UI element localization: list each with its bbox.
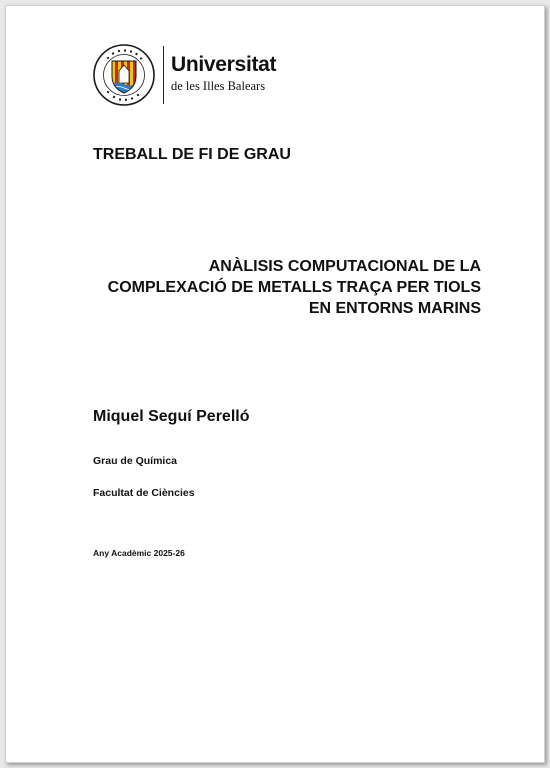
author-name: Miquel Seguí Perelló <box>93 408 250 425</box>
document-title <box>61 256 481 319</box>
title-line-3: EN ENTORNS MARINS <box>308 300 481 317</box>
document-page <box>5 5 545 763</box>
university-seal-icon <box>93 43 155 107</box>
logo-divider <box>163 46 164 104</box>
university-subtitle: de les Illes Balears <box>171 79 266 93</box>
title-line-1: ANÀLISIS COMPUTACIONAL DE LA <box>208 258 481 275</box>
academic-year: Any Acadèmic 2025-26 <box>93 548 185 558</box>
university-logo <box>93 43 283 107</box>
title-line-2: COMPLEXACIÓ DE METALLS TRAÇA PER TIOLS <box>107 279 481 296</box>
faculty-name: Facultat de Ciències <box>93 487 195 499</box>
degree-name: Grau de Química <box>93 455 178 467</box>
document-type: TREBALL DE FI DE GRAU <box>93 146 291 163</box>
university-name: Universitat <box>171 53 277 76</box>
